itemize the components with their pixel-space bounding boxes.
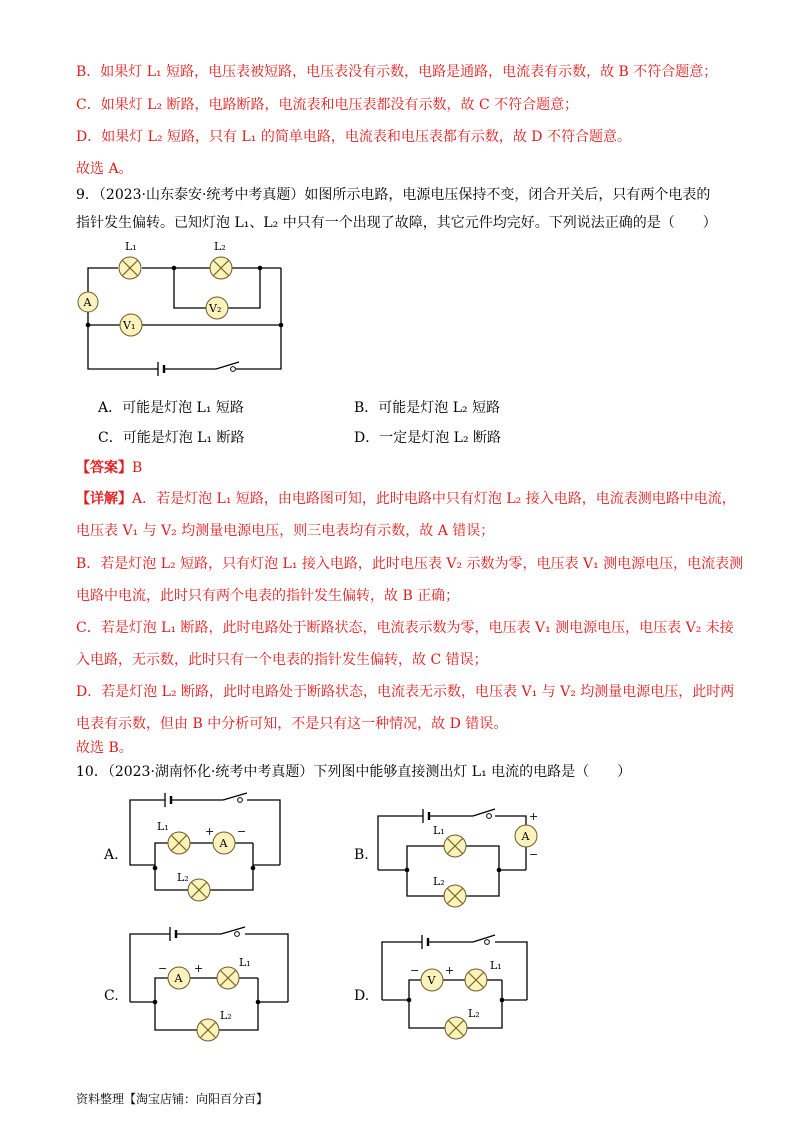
q9-option-c: C．可能是灯泡 L₁ 断路: [98, 430, 245, 446]
prev-answer-line-b: B．如果灯 L₁ 短路，电压表被短路，电压表没有示数，电路是通路，电流表有示数，故 B 不符合题意；: [76, 64, 718, 80]
q9-detail-line8: 电表有示数，但由 B 中分析可知，不是只有这一种情况，故 D 错误。: [76, 716, 508, 732]
q9-v1-label: V₁: [123, 319, 136, 332]
q10c-l2-label: L₂: [220, 1009, 232, 1022]
q10d-l1-label: L₁: [490, 959, 502, 972]
q10-option-c-label: C.: [104, 988, 119, 1004]
q10-option-a-label: A.: [104, 847, 119, 863]
q10-stem: 10．（2023·湖南怀化·统考中考真题）下列图中能够直接测出灯 L₁ 电流的电路是（ ）: [76, 764, 632, 780]
q10-circuit-a: [125, 790, 295, 915]
q10a-l1-label: L₁: [157, 820, 169, 833]
q9-ammeter-label: A: [83, 296, 92, 309]
q9-l1-label: L₁: [125, 240, 137, 253]
q9-detail-line1: [76, 489, 736, 509]
q10b-minus-sign: −: [529, 848, 539, 861]
q10a-minus-sign: −: [237, 825, 247, 838]
q9-option-a: A．可能是灯泡 L₁ 短路: [98, 400, 244, 416]
q10a-plus-sign: +: [205, 825, 215, 838]
q10b-l1-label: L₁: [433, 824, 445, 837]
q9-stem-line1: 9．（2023·山东泰安·统考中考真题）如图所示电路，电源电压保持不变，闭合开关后，只有两个电表的: [76, 187, 711, 203]
q9-detail-text1: A．若是灯泡 L₁ 短路，由电路图可知，此时电路中只有灯泡 L₂ 接入电路，电流表测电路中电流，: [132, 491, 736, 507]
q10-option-b-label: B.: [354, 847, 369, 863]
q9-detail-line6: 入电路，无示数，此时只有一个电表的指针发生偏转，故 C 错误；: [76, 652, 488, 668]
prev-answer-select: 故选 A。: [76, 161, 133, 177]
q10d-voltmeter-label: V: [427, 974, 436, 987]
q10c-minus-sign: −: [158, 962, 168, 975]
q9-option-d: D．一定是灯泡 L₂ 断路: [354, 430, 502, 446]
q10d-minus-sign: −: [410, 964, 420, 977]
q9-answer: [76, 458, 142, 478]
q9-stem-line2: 指针发生偏转。已知灯泡 L₁、L₂ 中只有一个出现了故障，其它元件均完好。下列说法正确的是（ ）: [76, 215, 717, 231]
q9-detail-tag: 【详解】: [76, 491, 132, 507]
q10-circuit-c: [125, 922, 300, 1052]
q10b-l2-label: L₂: [433, 875, 445, 888]
footer-source: 资料整理【淘宝店铺：向阳百分百】: [76, 1092, 269, 1106]
prev-answer-line-d: D．如果灯 L₂ 短路，只有 L₁ 的简单电路，电流表和电压表都有示数，故 D 不符合题意。: [76, 129, 631, 145]
q9-detail-line2: 电压表 V₁ 与 V₂ 均测量电源电压，则三电表均有示数，故 A 错误；: [76, 523, 495, 539]
q9-v2-label: V₂: [209, 302, 222, 315]
q10-option-d-label: D.: [354, 988, 370, 1004]
q9-detail-line5: C．若是灯泡 L₁ 断路，此时电路处于断路状态，电流表示数为零，电压表 V₁ 测电源电压，电压表 V₂ 未接: [76, 620, 734, 636]
q9-circuit-diagram: [76, 236, 296, 381]
q10-circuit-d: [377, 925, 547, 1050]
q10-circuit-b: [373, 790, 548, 920]
q10c-ammeter-label: A: [174, 972, 183, 985]
q10c-l1-label: L₁: [239, 956, 251, 969]
q9-answer-tag: 【答案】: [76, 460, 132, 476]
q10a-l2-label: L₂: [177, 871, 189, 884]
q9-detail-line3: B．若是灯泡 L₂ 短路，只有灯泡 L₁ 接入电路，此时电压表 V₂ 示数为零，电压表 V₁ 测电源电压，电流表测: [76, 556, 744, 572]
q10c-plus-sign: +: [194, 962, 204, 975]
q10b-plus-sign: +: [529, 810, 539, 823]
q10d-plus-sign: +: [445, 964, 455, 977]
q10a-ammeter-label: A: [219, 837, 228, 850]
q9-detail-line7: D．若是灯泡 L₂ 断路，此时电路处于断路状态，电流表无示数，电压表 V₁ 与 V₂ 均测量电源电压，此时两: [76, 684, 735, 700]
q9-detail-line4: 电路中电流，此时只有两个电表的指针发生偏转，故 B 正确；: [76, 588, 460, 604]
q9-l2-label: L₂: [214, 240, 226, 253]
q10d-l2-label: L₂: [468, 1007, 480, 1020]
q9-answer-value: B: [132, 460, 143, 476]
q9-select: 故选 B。: [76, 740, 133, 756]
q10b-ammeter-label: A: [521, 830, 530, 843]
prev-answer-line-c: C．如果灯 L₂ 断路，电路断路，电流表和电压表都没有示数，故 C 不符合题意；: [76, 97, 579, 113]
q9-option-b: B．可能是灯泡 L₂ 短路: [354, 400, 501, 416]
